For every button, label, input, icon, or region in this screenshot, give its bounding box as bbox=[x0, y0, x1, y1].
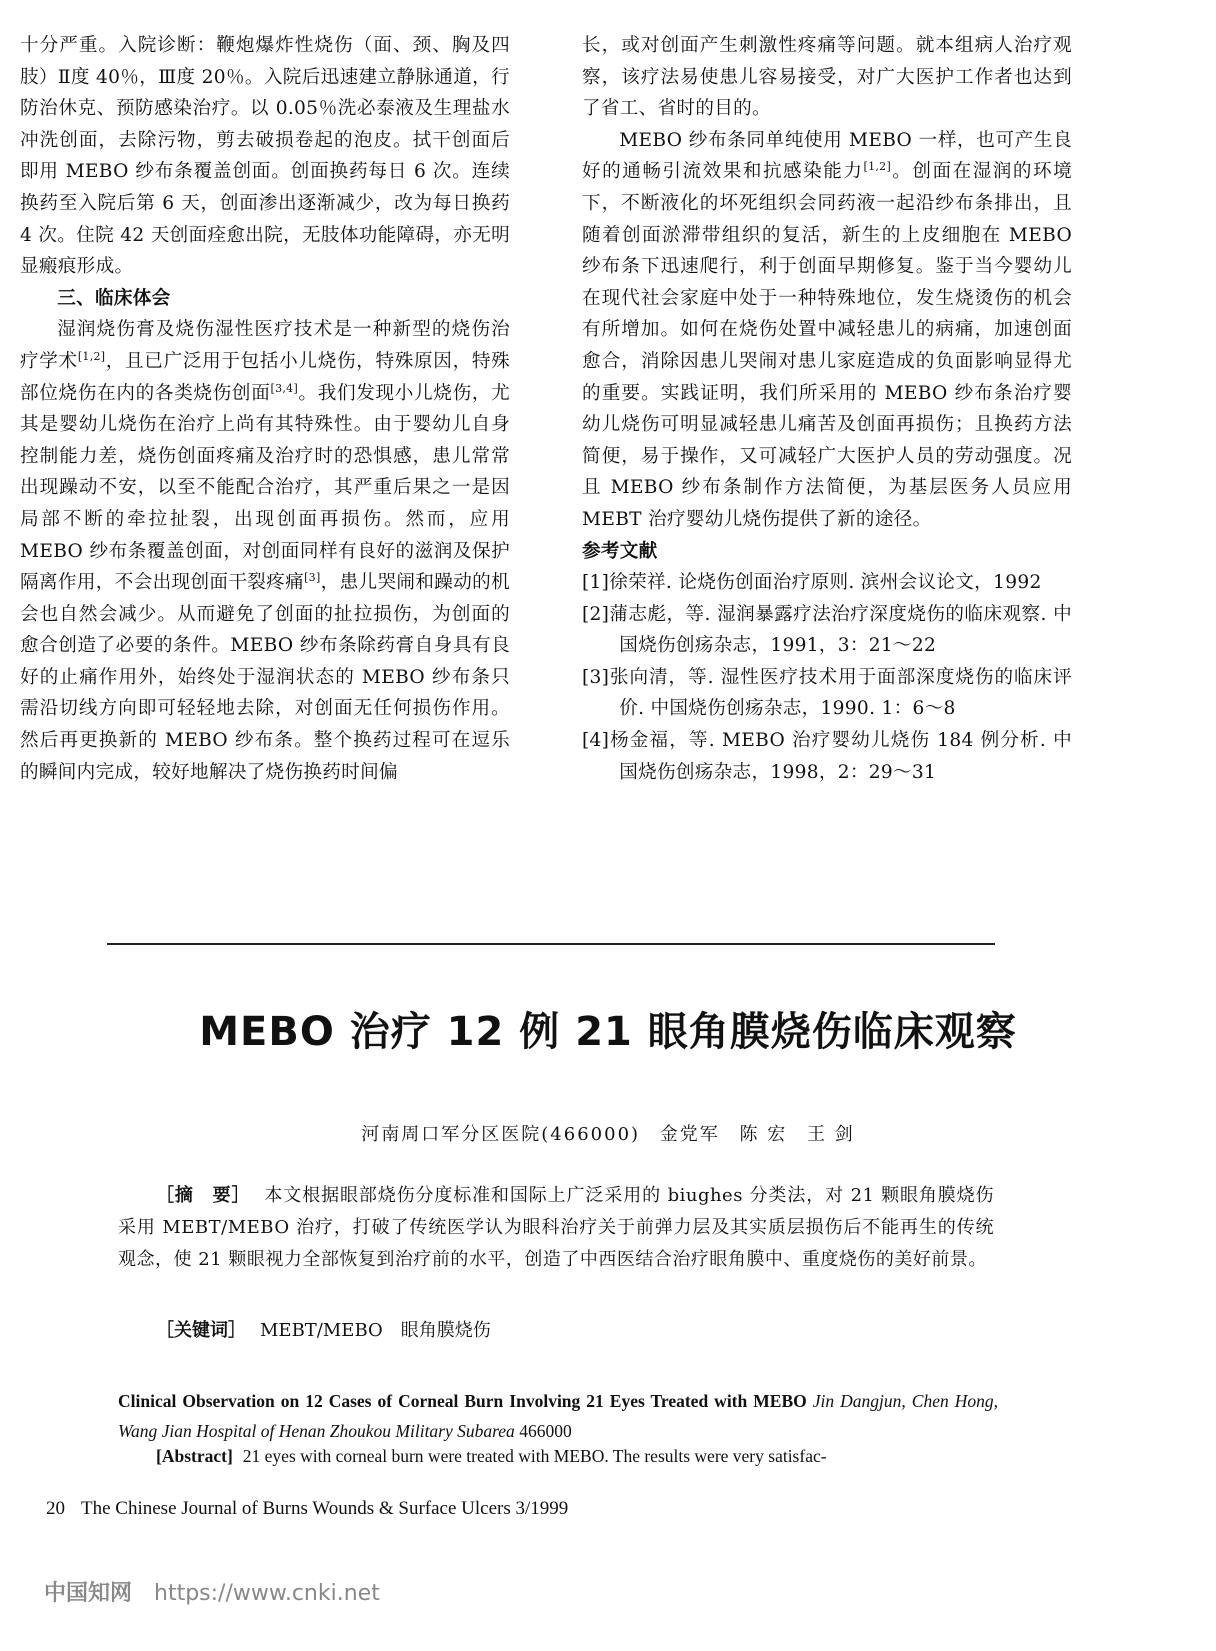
section-heading: 三、临床体会 bbox=[57, 287, 171, 309]
watermark-url: https://www.cnki.net bbox=[154, 1581, 380, 1606]
references-heading: 参考文献 bbox=[582, 540, 658, 562]
reference-item: [2]蒲志彪，等. 湿润暴露疗法治疗深度烧伤的临床观察. 中国烧伤创疡杂志，1991，3：21～22 bbox=[582, 603, 1072, 657]
section-divider bbox=[107, 943, 995, 945]
author-name: 金党军 bbox=[659, 1124, 720, 1145]
author-line bbox=[0, 1120, 1216, 1146]
author-name: 陈 宏 bbox=[739, 1124, 788, 1145]
text-segment: 。我们发现小儿烧伤，尤其是婴幼儿烧伤在治疗上尚有其特殊性。由于婴幼儿自身控制能力差，烧伤创面疼痛及治疗时的恐惧感，患儿常常出现躁动不安，以至不能配合治疗，其严重后果之一是因局部不断的牵拉扯裂，出现创面再损伤。然而，应用 MEBO 纱布条覆盖创面，对创面同样有良好的滋润及保护隔离作用，不会出现创面干裂疼痛 bbox=[20, 382, 510, 594]
right-column bbox=[582, 30, 1072, 788]
reference-item: [3]张向清，等. 湿性医疗技术用于面部深度烧伤的临床评价. 中国烧伤创疡杂志，1990. 1：6～8 bbox=[582, 666, 1072, 720]
english-title-block bbox=[118, 1386, 998, 1446]
author-name: 王 剑 bbox=[806, 1124, 855, 1145]
left-paragraph-2 bbox=[20, 314, 510, 788]
citation: [1,2] bbox=[77, 349, 106, 363]
watermark-brand: 中国知网 bbox=[44, 1581, 133, 1606]
english-abstract-text: 21 eyes with corneal burn were treated with MEBO. The results were very satisfac- bbox=[242, 1446, 827, 1466]
text-segment: 。创面在湿润的环境下，不断液化的坏死组织会同药液一起沿纱布条排出，且随着创面淤滞带组织的复活，新生的上皮细胞在 MEBO 纱布条下迅速爬行，利于创面早期修复。鉴于当今婴幼儿在现代社会家庭中处于一种特殊地位，发生烧烫伤的机会有所增加。如何在烧伤处置中减轻患儿的病痛，加速创面愈合，消除因患儿哭闹对患儿家庭造成的负面影响显得尤的重要。实践证明，我们所采用的 MEBO 纱布条治疗婴幼儿烧伤可明显减轻患儿痛苦及创面再损伤；且换药方法简便，易于操作，又可减轻广大医护人员的劳动强度。况且 MEBO 纱布条制作方法简便，为基层医务人员应用 MEBT 治疗婴幼儿烧伤提供了新的途径。 bbox=[582, 161, 1073, 530]
english-postcode: 466000 bbox=[519, 1421, 572, 1441]
citation: [1,2] bbox=[863, 160, 892, 174]
page-footer bbox=[46, 1498, 568, 1520]
text-segment: 湿润烧伤膏及烧伤湿性医疗技术是一种新型的烧伤治疗学术 bbox=[20, 319, 510, 372]
english-abstract bbox=[156, 1446, 1002, 1467]
journal-name: The Chinese Journal of Burns Wounds & Surface Ulcers 3/1999 bbox=[81, 1498, 569, 1519]
text-segment: ，患儿哭闹和躁动的机会也自然会减少。从而避免了创面的扯拉损伤，为创面的愈合创造了必要的条件。MEBO 纱布条除药膏自身具有良好的止痛作用外，始终处于湿润状态的 MEBO 纱布条只需沿切线方向即可轻轻地去除，对创面无任何损伤作用。然后再更换新的 MEBO 纱布条。整个换药过程可在逗乐的瞬间内完成，较好地解决了烧伤换药时间偏 bbox=[20, 572, 510, 783]
affiliation: 河南周口军分区医院(466000) bbox=[361, 1124, 641, 1145]
watermark bbox=[44, 1576, 380, 1607]
english-title: Clinical Observation on 12 Cases of Corneal Burn Involving 21 Eyes Treated with MEBO bbox=[118, 1391, 807, 1411]
abstract-chinese bbox=[118, 1180, 994, 1276]
keywords-text: MEBT/MEBO 眼角膜烧伤 bbox=[260, 1320, 491, 1341]
left-column bbox=[20, 30, 510, 788]
english-abstract-label: [Abstract] bbox=[156, 1446, 233, 1466]
right-paragraph-1: 长，或对创面产生刺激性疼痛等问题。就本组病人治疗观察，该疗法易使患儿容易接受，对广大医护工作者也达到了省工、省时的目的。 bbox=[582, 35, 1072, 120]
left-paragraph-1: 十分严重。入院诊断：鞭炮爆炸性烧伤（面、颈、胸及四肢）Ⅱ度 40％，Ⅲ度 20％。入院后迅速建立静脉通道，行防治休克、预防感染治疗。以 0.05％洗必泰液及生理盐水冲洗创面，去除污物，剪去破损卷起的泡皮。拭干创面后即用 MEBO 纱布条覆盖创面。创面换药每日 6 次。连续换药至入院后第 6 天，创面渗出逐渐减少，改为每日换药 4 次。住院 42 天创面痊愈出院，无肢体功能障碍，亦无明显瘢痕形成。 bbox=[20, 35, 510, 278]
abstract-label: ［摘 要］ bbox=[156, 1185, 251, 1206]
reference-item: [1]徐荣祥. 论烧伤创面治疗原则. 滨州会议论文，1992 bbox=[582, 572, 1042, 594]
abstract-text: 本文根据眼部烧伤分度标准和国际上广泛采用的 biughes 分类法，对 21 颗眼角膜烧伤采用 MEBT/MEBO 治疗，打破了传统医学认为眼科治疗关于前弹力层及其实质层损伤后不能再生的传统观念，使 21 颗眼视力全部恢复到治疗前的水平，创造了中西医结合治疗眼角膜中、重度烧伤的美好前景。 bbox=[118, 1185, 994, 1270]
keywords-label: ［关键词］ bbox=[156, 1320, 246, 1341]
english-authors: Jin Dangjun, Chen Hong, Wang Jian Hospital of Henan Zhoukou Military Subarea bbox=[118, 1391, 998, 1441]
right-paragraph-2 bbox=[582, 125, 1072, 536]
text-segment: MEBO 纱布条同单纯使用 MEBO 一样，也可产生良好的通畅引流效果和抗感染能力 bbox=[582, 129, 1072, 183]
page-number: 20 bbox=[46, 1498, 65, 1519]
article-title: MEBO 治疗 12 例 21 眼角膜烧伤临床观察 bbox=[199, 1009, 1017, 1055]
keywords bbox=[156, 1316, 491, 1342]
citation: [3] bbox=[304, 570, 321, 584]
text-segment: ，且已广泛用于包括小儿烧伤，特殊原因，特殊部位烧伤在内的各类烧伤创面 bbox=[20, 350, 510, 404]
reference-item: [4]杨金福，等. MEBO 治疗婴幼儿烧伤 184 例分析. 中国烧伤创疡杂志，1998，2：29～31 bbox=[582, 730, 1072, 783]
citation: [3,4] bbox=[270, 381, 299, 395]
